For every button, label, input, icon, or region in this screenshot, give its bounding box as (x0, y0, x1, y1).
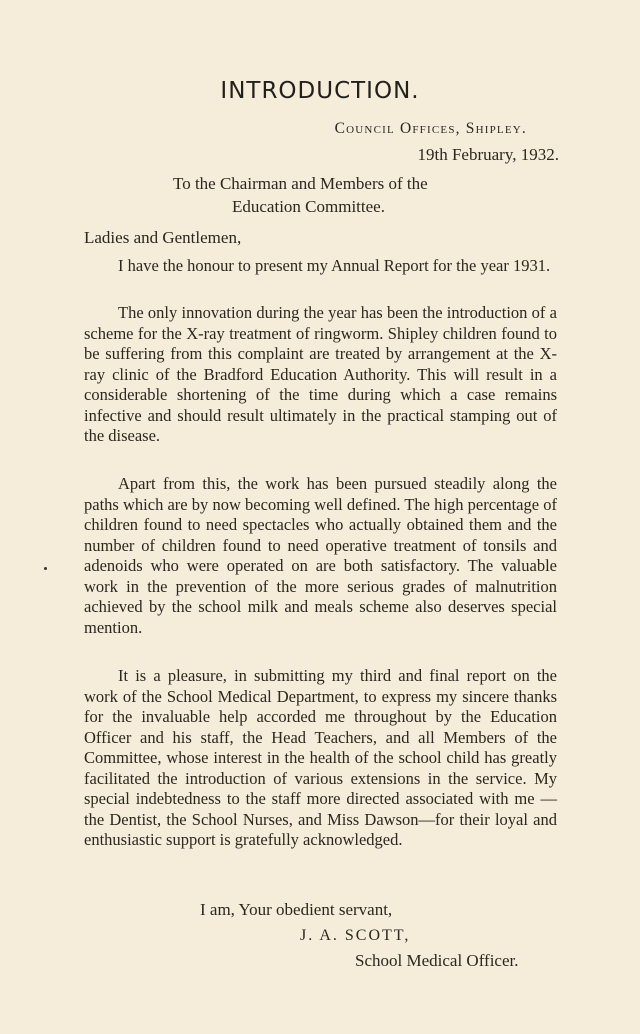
addressee-line-2: Education Committee. (232, 197, 385, 216)
body-paragraph-1: I have the honour to present my Annual Report for the year 1931. (118, 256, 551, 275)
sender-address: Council Offices, Shipley. (334, 120, 527, 137)
salutation: Ladies and Gentlemen, (84, 228, 242, 247)
closing-line: I am, Your obedient servant, (200, 900, 393, 919)
body-paragraph-2: The only innovation during the year has been the introduction of a scheme for the X-ray treatment of ringworm. Shipley children found to be suffering from this complaint are treated by arrangement at the X-ray clinic of the Bradford Education Authority. This will result in a considerable shortening of the time during which a case remains infective and should result ultimately in the practical stamping out of the disease. (84, 303, 557, 445)
body-paragraph-4: It is a pleasure, in submitting my third and final report on the work of the School Medical Department, to express my sincere thanks for the invaluable help accorded me throughout by the Education Officer and his staff, the Head Teachers, and all Members of the Committee, whose interest in the health of the school child has greatly facilitated the introduction of various extensions in the service. My special indebtedness to the staff more directed associated with me —the Dentist, the School Nurses, and Miss Dawson—for their loyal and enthusiastic support is gratefully acknowledged. (84, 666, 557, 849)
letter-date: 19th February, 1932. (417, 145, 559, 164)
ink-speck (44, 567, 47, 570)
body-paragraph-3: Apart from this, the work has been pursued steadily along the paths which are by now becoming well defined. The high percentage of children found to need spectacles who actually obtained them and the number of children found to need operative treatment of tonsils and adenoids who were operated on are both satisfactory. The valuable work in the prevention of the more serious grades of malnutrition achieved by the school milk and meals scheme also deserves special mention. (84, 474, 557, 637)
page-title: INTRODUCTION. (220, 78, 420, 104)
addressee-line-1: To the Chairman and Members of the (173, 174, 428, 193)
signature-name: J. A. SCOTT, (300, 927, 411, 944)
signatory-title: School Medical Officer. (355, 951, 519, 970)
